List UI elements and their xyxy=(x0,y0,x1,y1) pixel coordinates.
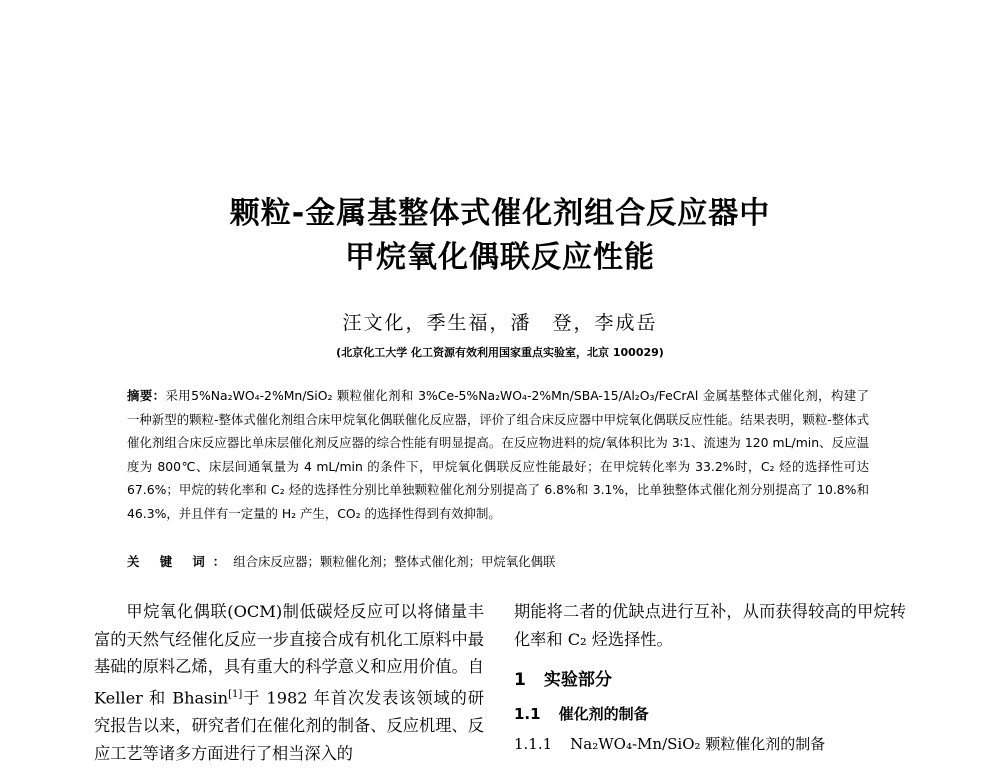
title-line-2: 甲烷氧化偶联反应性能 xyxy=(345,240,655,275)
intro-continuation: 期能将二者的优缺点进行互补，从而获得较高的甲烷转化率和 C₂ 烃选择性。 xyxy=(514,602,906,649)
subsection-title: 催化剂的制备 xyxy=(558,705,649,724)
abstract-text: 采用5%Na₂WO₄-2%Mn/SiO₂ 颗粒催化剂和 3%Ce-5%Na₂WO₄-2%Mn/SBA-15/Al₂O₃/FeCrAl 金属基整体式催化剂，构建了一种新型的颗粒-整体式催化剂组合床甲烷氧化偶联催化反应器，评价了组合床反应器中甲烷氧化偶联反应性能。结果表明，颗粒-整体式催化剂组合床反应器比单床层催化剂反应器的综合性能有明显提高。在反应物进料的烷/氧体积比为 3∶1、流速为 120 mL/min、反应温度为 800℃、床层间通氧量为 4 mL/min 的条件下，甲烷氧化偶联反应性能最好；在甲烷转化率为 33.2%时，C₂ 烃的选择性可达 67.6%；甲烷的转化率和 C₂ 烃的选择性分别比单独颗粒催化剂分别提高了 6.8%和 3.1%，比单独整体式催化剂分别提高了 10.8%和 46.3%，并且伴有一定量的 H₂ 产生，CO₂ 的选择性得到有效抑制。 xyxy=(127,388,870,521)
section-heading-1-1-1 xyxy=(514,731,906,757)
abstract-label: 摘要： xyxy=(127,388,166,403)
title-line-1: 颗粒-金属基整体式催化剂组合反应器中 xyxy=(229,196,771,231)
section-heading-1 xyxy=(514,667,906,693)
keywords xyxy=(127,551,869,573)
affiliation: (北京化工大学 化工资源有效利用国家重点实验室，北京 100029) xyxy=(336,346,664,359)
body-column-right xyxy=(514,598,906,757)
body-column-left xyxy=(94,598,484,768)
section-number: 1 xyxy=(514,670,526,691)
paper-title xyxy=(0,192,1000,280)
authors: 汪文化，季生福，潘 登，李成岳 xyxy=(342,312,658,334)
section-title: 实验部分 xyxy=(543,670,612,691)
subsubsection-number: 1.1.1 xyxy=(514,735,553,754)
keywords-label: 关 键 词： xyxy=(127,554,234,569)
abstract xyxy=(127,384,869,525)
citation-ref[interactable]: [1] xyxy=(228,689,243,701)
subsubsection-title: Na₂WO₄-Mn/SiO₂ 颗粒催化剂的制备 xyxy=(570,735,826,754)
intro-text-1: 甲烷氧化偶联(OCM)制低碳烃反应可以将储量丰富的天然气经催化反应一步直接合成有机化工原料中最基础的原料乙烯，具有重大的科学意义和应用价值。自 Keller 和 Bhasin xyxy=(94,602,484,708)
subsection-number: 1.1 xyxy=(514,705,541,724)
intro-text-2: 于 1982 年首次发表该领域的研究报告以来，研究者们在催化剂的制备、反应机理、反应工艺等诸多方面进行了相当深入的 xyxy=(94,688,484,763)
section-heading-1-1 xyxy=(514,701,906,727)
keywords-text: 组合床反应器；颗粒催化剂；整体式催化剂；甲烷氧化偶联 xyxy=(233,554,556,569)
